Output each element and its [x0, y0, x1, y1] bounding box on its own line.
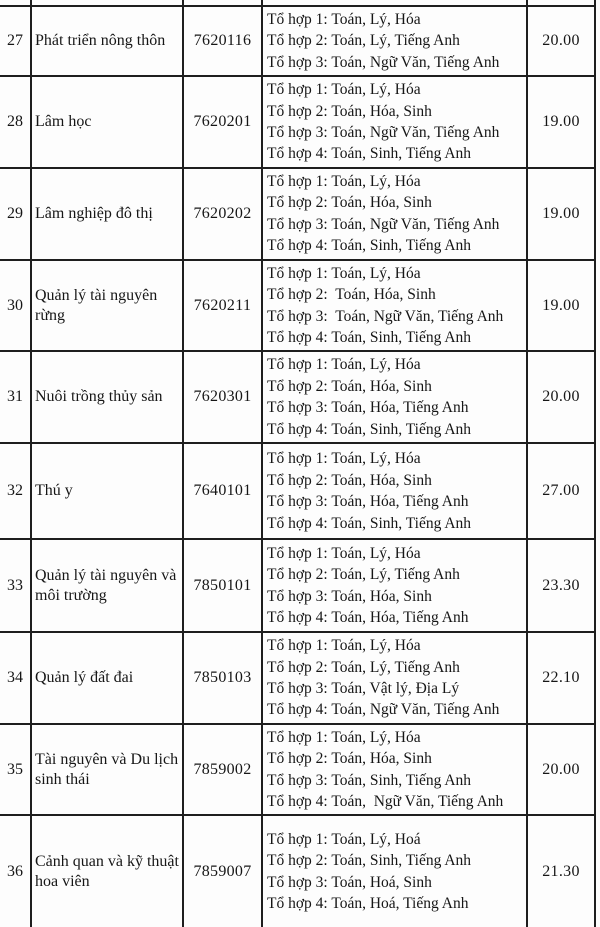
combination-line: Tổ hợp 2: Toán, Lý, Tiếng Anh: [267, 566, 460, 584]
combination-line: Tổ hợp 1: Toán, Lý, Hóa: [267, 544, 421, 562]
major-code-cell: 7620301: [183, 351, 262, 443]
combinations-cell: [262, 351, 527, 443]
table-row: [0, 6, 595, 76]
table-row: [0, 168, 595, 260]
combination-line: Tổ hợp 3: Toán, Ngữ Văn, Tiếng Anh: [267, 53, 500, 71]
score-cell: 20.00: [527, 724, 595, 816]
score-cell: 22.10: [527, 632, 595, 724]
major-name-cell: Phát triển nông thôn: [31, 6, 183, 76]
combination-line: Tổ hợp 3: Toán, Hóa, Sinh: [267, 587, 432, 605]
table-row: [0, 260, 595, 352]
table-row: [0, 724, 595, 816]
row-number-cell: 31: [0, 351, 31, 443]
score-cell: 19.00: [527, 260, 595, 352]
combination-line: Tổ hợp 1: Toán, Lý, Hóa: [267, 173, 421, 191]
table-row: [0, 351, 595, 443]
combination-line: Tổ hợp 1: Toán, Lý, Hoá: [267, 831, 421, 849]
combination-line: Tổ hợp 2: Toán, Hóa, Sinh: [267, 377, 432, 395]
combination-line: Tổ hợp 3: Toán, Hóa, Tiếng Anh: [267, 399, 469, 417]
combination-line: Tổ hợp 2: Toán, Lý, Tiếng Anh: [267, 658, 460, 676]
major-name-cell: Lâm nghiệp đô thị: [31, 168, 183, 260]
combination-line: Tổ hợp 4: Toán, Hóa, Tiếng Anh: [267, 609, 469, 626]
combination-line: Tổ hợp 4: Toán, Sinh, Tiếng Anh: [267, 420, 472, 438]
combination-line: Tổ hợp 4: Toán, Sinh, Tiếng Anh: [267, 514, 472, 532]
major-code-cell: 7859007: [183, 815, 262, 927]
combination-line: Tổ hợp 1: Toán, Lý, Hóa: [267, 81, 421, 99]
combinations-cell: [262, 6, 527, 76]
combination-line: Tổ hợp 2: Toán, Lý, Tiếng Anh: [267, 32, 460, 50]
combinations-cell: [262, 260, 527, 352]
score-cell: 21.30: [527, 815, 595, 927]
combination-line: Tổ hợp 3: Toán, Ngữ Văn, Tiếng Anh: [267, 215, 500, 233]
combination-line: Tổ hợp 4: Toán, Sinh, Tiếng Anh: [267, 145, 472, 163]
major-code-cell: 7640101: [183, 443, 262, 539]
combination-line: Tổ hợp 4: Toán, Hoá, Tiếng Anh: [267, 895, 469, 913]
combinations-cell: [262, 724, 527, 816]
combination-line: Tổ hợp 2: Toán, Hóa, Sinh: [267, 286, 436, 304]
row-number-cell: 29: [0, 168, 31, 260]
major-name-cell: Quản lý đất đai: [31, 632, 183, 724]
score-cell: 19.00: [527, 76, 595, 168]
combination-line: Tổ hợp 3: Toán, Ngữ Văn, Tiếng Anh: [267, 307, 504, 325]
row-number-cell: 34: [0, 632, 31, 724]
row-number-cell: 32: [0, 443, 31, 539]
combination-line: Tổ hợp 1: Toán, Lý, Hóa: [267, 637, 421, 655]
score-cell: 19.00: [527, 168, 595, 260]
combinations-cell: [262, 815, 527, 927]
major-code-cell: 7620201: [183, 76, 262, 168]
row-number-cell: 33: [0, 539, 31, 632]
combination-line: Tổ hợp 4: Toán, Ngữ Văn, Tiếng Anh: [267, 792, 504, 810]
combination-line: Tổ hợp 2: Toán, Hóa, Sinh: [267, 471, 432, 489]
combination-line: Tổ hợp 2: Toán, Hóa, Sinh: [267, 194, 432, 212]
combination-line: Tổ hợp 3: Toán, Ngữ Văn, Tiếng Anh: [267, 124, 500, 142]
score-cell: 20.00: [527, 6, 595, 76]
combination-line: Tổ hợp 4: Toán, Ngữ Văn, Tiếng Anh: [267, 701, 500, 719]
row-number-cell: 28: [0, 76, 31, 168]
score-cell: 23.30: [527, 539, 595, 632]
combinations-cell: [262, 76, 527, 168]
score-cell: 27.00: [527, 443, 595, 539]
combination-line: Tổ hợp 1: Toán, Lý, Hóa: [267, 264, 421, 282]
combinations-cell: [262, 632, 527, 724]
combination-line: Tổ hợp 1: Toán, Lý, Hóa: [267, 11, 421, 28]
major-name-cell: Quản lý tài nguyên và môi trường: [31, 539, 183, 632]
combination-line: Tổ hợp 3: Toán, Hoá, Sinh: [267, 873, 432, 891]
combinations-cell: [262, 443, 527, 539]
combinations-cell: [262, 168, 527, 260]
combination-line: Tổ hợp 1: Toán, Lý, Hóa: [267, 728, 421, 746]
major-code-cell: 7850101: [183, 539, 262, 632]
combination-line: Tổ hợp 1: Toán, Lý, Hóa: [267, 356, 421, 374]
row-number-cell: 36: [0, 815, 31, 927]
major-name-cell: Thú y: [31, 443, 183, 539]
row-number-cell: 27: [0, 6, 31, 76]
combination-line: Tổ hợp 2: Toán, Hóa, Sinh: [267, 750, 432, 768]
table-row: [0, 443, 595, 539]
major-code-cell: 7620116: [183, 6, 262, 76]
score-cell: 20.00: [527, 351, 595, 443]
major-name-cell: Quản lý tài nguyên rừng: [31, 260, 183, 352]
major-name-cell: Cảnh quan và kỹ thuật hoa viên: [31, 815, 183, 927]
combination-line: Tổ hợp 2: Toán, Sinh, Tiếng Anh: [267, 852, 472, 870]
combination-line: Tổ hợp 3: Toán, Hóa, Tiếng Anh: [267, 493, 469, 511]
table-row: [0, 76, 595, 168]
combination-line: Tổ hợp 3: Toán, Vật lý, Địa Lý: [267, 679, 460, 697]
combination-line: Tổ hợp 1: Toán, Lý, Hóa: [267, 450, 421, 468]
major-code-cell: 7620202: [183, 168, 262, 260]
combinations-cell: [262, 539, 527, 632]
major-name-cell: Nuôi trồng thủy sản: [31, 351, 183, 443]
combination-line: Tổ hợp 2: Toán, Hóa, Sinh: [267, 102, 432, 120]
major-code-cell: 7859002: [183, 724, 262, 816]
row-number-cell: 30: [0, 260, 31, 352]
table-row: [0, 539, 595, 632]
major-name-cell: Tài nguyên và Du lịch sinh thái: [31, 724, 183, 816]
combination-line: Tổ hợp 4: Toán, Sinh, Tiếng Anh: [267, 329, 472, 347]
major-code-cell: 7620211: [183, 260, 262, 352]
table-row: [0, 815, 595, 927]
combination-line: Tổ hợp 3: Toán, Sinh, Tiếng Anh: [267, 771, 472, 789]
combination-line: Tổ hợp 4: Toán, Sinh, Tiếng Anh: [267, 237, 472, 255]
row-number-cell: 35: [0, 724, 31, 816]
table-row: [0, 632, 595, 724]
major-code-cell: 7850103: [183, 632, 262, 724]
major-name-cell: Lâm học: [31, 76, 183, 168]
